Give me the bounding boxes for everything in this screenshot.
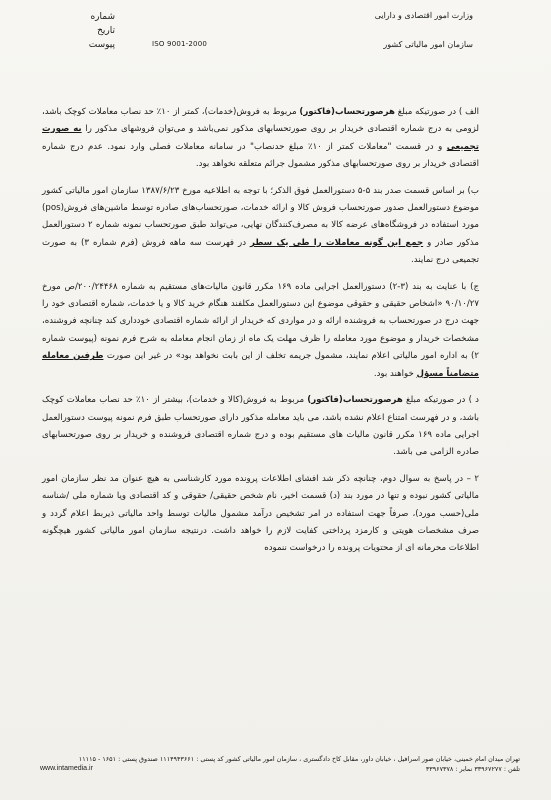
bold-text: هرصورتحساب(فاکتور)	[299, 107, 395, 117]
ministry-name: وزارت امور اقتصادی و دارایی	[374, 11, 473, 20]
text: ب) بر اساس قسمت صدر بند ۵-۵ دستورالعمل فوق الذکر؛ با توجه به اطلاعیه مورخ ۱۳۸۷/۶/۲۳ سازمان امور مالیاتی کشور موضوع دستورالعمل صدور صورتحساب فروش کالا و ارائه خدمات، صورتحساب‌های صادره توسط ماشین‌های فروش(pos) مورد استفاده در فروشگاه‌های عرضه کالا به مصرف‌کنندگان نهایی، می‌تواند طبق صورتحساب نمونه شماره ۲ دستورالعمل مذکور صادر و	[42, 185, 479, 248]
text: و در قسمت "معاملات کمتر از ۱۰٪ مبلغ حدنصاب" در سامانه معاملات فصلی وارد نمود. عدم درج شماره اقتصادی خریدار بر روی صورتحسابهای مذکور مشمول جرائم متعلقه نخواهد بود.	[42, 141, 479, 170]
organization-name: سازمان امور مالیاتی کشور	[383, 40, 473, 49]
footer-address: تهران میدان امام خمینی، خیابان صور اسرافیل ، خیابان داور، مقابل کاخ دادگستری ، سازمان امور مالیاتی کشور کد پستی : ۱۱۱۴۹۴۳۶۶۱ صندوق پستی : ۱۶۵۱ - ۱۱۱۱۵	[78, 755, 520, 763]
text: د ) در صورتیکه مبلغ	[402, 395, 479, 406]
text: در فهرست سه ماهه فروش (فرم شماره ۳) به صورت تجمیعی درج نمایند.	[42, 237, 479, 266]
footer-phones: تلفن : ۳۳۹۶۷۲۷۷ نمابر : ۳۳۹۶۷۳۷۸	[425, 765, 520, 773]
bold-text: هرصورتحساب(فاکتور)	[307, 395, 403, 406]
text: ج) با عنایت به بند (۳-۲) دستورالعمل اجرایی ماده ۱۶۹ مکرر قانون مالیات‌های مستقیم به شماره ۲۰۰/۲۴۴۶۸/ص مورخ ۹۰/۱۰/۲۷ «اشخاص حقیقی و حقوقی موضوع این دستورالعمل مکلفند هنگام خرید کالا و یا خدمات، شماره اقتصادی خود را جهت درج در صورتحساب به فروشنده ارائه و در مواردی که خریدار از ارائه شماره اقتصادی خودداری کند چنانچه فروشنده، مشخصات خریدار و موضوع مورد معامله را ظرف مهلت یک ماه از زمان انجام معامله به شرح فرم نمونه (پیوست شماره ۲) به اداره امور مالیاتی اعلام نمایند، مشمول جریمه تخلف از این بابت نخواهد بود» در غیر این صورت	[42, 281, 480, 362]
reference-block	[55, 12, 115, 54]
text: مربوط به فروش(کالا و خدمات)، بیشتر از ۱۰٪ حد نصاب معاملات کوچک باشد، و در فهرست امتناع اعلام نشده باشد، می باید معامله مذکور دارای صورتحساب طبق فرم نمونه پیوست دستورالعمل اجرایی ماده ۱۶۹ مکرر قانون مالیات های مستقیم بوده و درج شماره اقتصادی فروشنده و خریدار بر روی صورتحسابهای صادره الزامی می باشد.	[42, 395, 479, 458]
iso-label: ISO 9001-2000	[152, 40, 207, 48]
text: خواهند بود.	[373, 368, 417, 379]
paragraph-alef	[42, 104, 479, 174]
footer-url[interactable]: www.intamedia.ir	[40, 765, 93, 772]
footer-contact-row	[40, 764, 520, 774]
attachment-label: پیوست	[88, 40, 115, 50]
paragraph-dal	[42, 392, 479, 462]
bold-text: طرفین معامله متضامناً مسؤل	[42, 351, 479, 379]
paragraph-two: ۲ – در پاسخ به سوال دوم، چنانچه ذکر شد افشای اطلاعات پرونده مورد کارشناسی به هیچ عنوان مد نظر سازمان امور مالیاتی کشور نبوده و تنها در مورد بند (د) قسمت اخیر، نام شخص حقیقی/ حقوقی و کد اقتصادی ویا شماره ملی /شناسه ملی(حسب مورد)، صرفاً جهت استفاده در امر تشخیص درآمد مشمول مالیات توسط واحد مالیاتی ذیربط اعلام گردد و صرف مشخصات هویتی و کارمزد پرداختی کفایت لازم را خواهد داشت. درنتیجه سازمان امور مالیاتی کشور هیچگونه اطلاعات محرمانه ای از محتویات پرونده را درخواست ننموده	[42, 473, 479, 554]
bold-text: به صورت تجمیعی	[42, 124, 479, 152]
paragraph-jim	[42, 279, 479, 383]
text: مربوط به فروش(خدمات)، کمتر از ۱۰٪ حد نصاب معاملات کوچک باشد، لزومی به درج شماره اقتصادی خریدار بر روی صورتحسابهای مذکور نمی‌باشد و می‌توان فروشهای مذکور را	[42, 107, 479, 135]
letter-body	[42, 104, 479, 567]
text: الف ) در صورتیکه مبلغ	[394, 107, 479, 117]
date-label: تاریخ	[97, 26, 115, 36]
letter-footer	[40, 754, 520, 774]
paragraph-be	[42, 183, 479, 270]
bold-text: جمع این گونه معاملات را طی یک سطر	[250, 237, 424, 248]
number-label: شماره	[90, 12, 115, 22]
